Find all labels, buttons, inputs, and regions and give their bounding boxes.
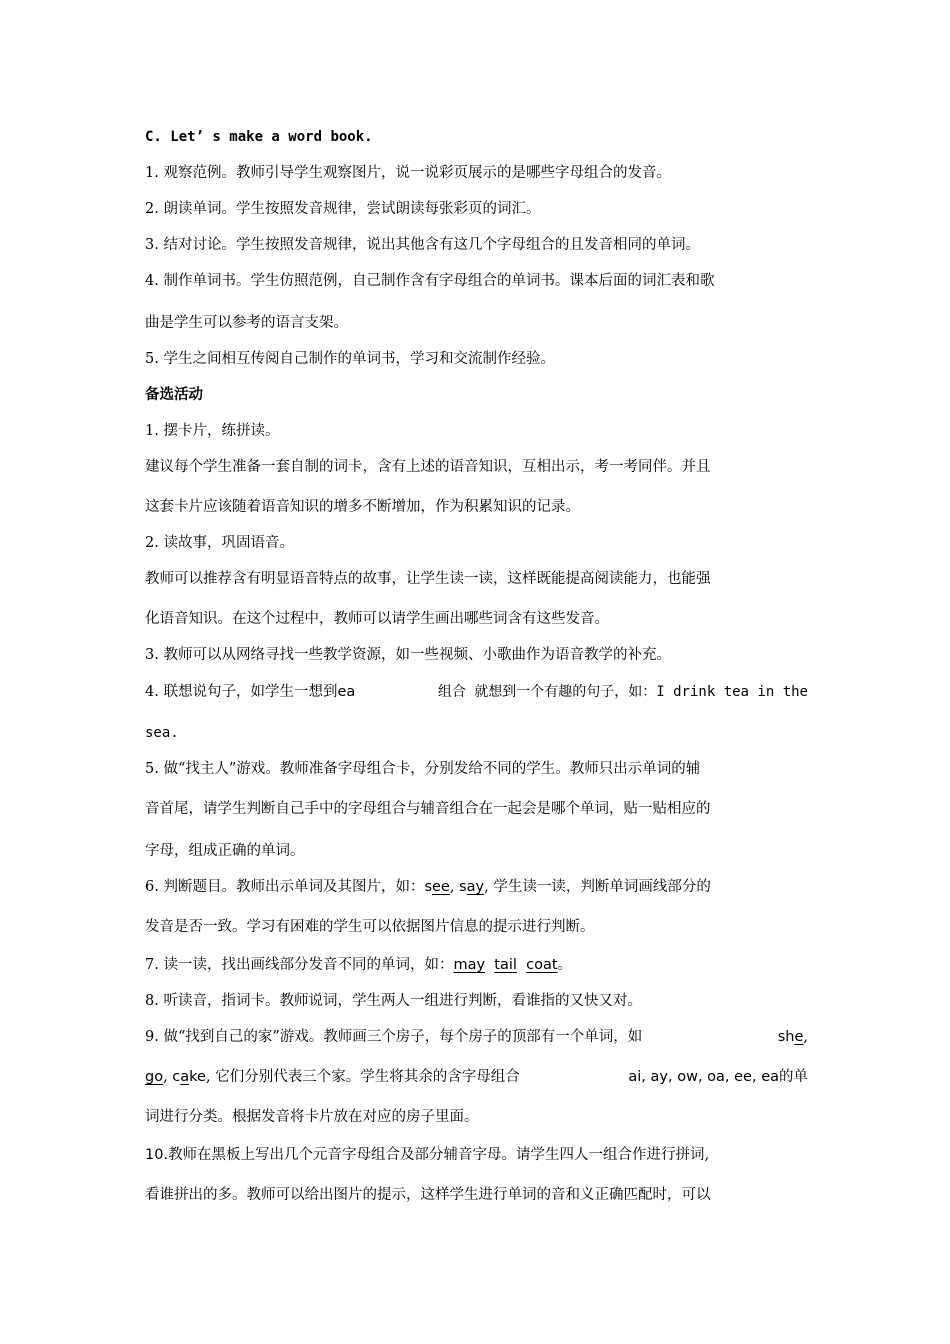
word-may: may [453,957,486,973]
alt-4-line-2: sea. [145,725,179,741]
alt-9-line-2: go, cake, 它们分别代表三个家。学生将其余的含字母组合 ai, ay, ow, oa, ee, ea的单 [145,1069,808,1085]
alt-4-line-1: 4. 联想说句子，如学生一想到ea 组合 就想到一个有趣的句子，如：I drink tea in the [145,684,808,700]
alt-2: 2. 读故事，巩固语音。 [145,535,294,551]
alt-8: 8. 听读音，指词卡。教师说词，学生两人一组进行判断，看谁指的又快又对。 [145,993,642,1009]
alt-5-line-1: 5. 做“找主人”游戏。教师准备字母组合卡，分别发给不同的学生。教师只出示单词的辅 [145,761,701,777]
word-see: see [424,879,450,895]
word-cake: cake [172,1069,206,1085]
section-c-heading: C. Let’ s make a word book. [145,129,373,145]
alt-3: 3. 教师可以从网络寻找一些教学资源，如一些视频、小歌曲作为语音教学的补充。 [145,647,671,663]
alt-6-line-2: 发音是否一致。学习有困难的学生可以依据图片信息的提示进行判断。 [145,919,595,935]
word-go: go [145,1069,164,1085]
alt-9-line-3: 词进行分类。根据发音将卡片放在对应的房子里面。 [145,1109,479,1125]
alt-1-desc-line-1: 建议每个学生准备一套自制的词卡，含有上述的语音知识，互相出示，考一考同伴。并且 [145,459,711,475]
alt-5-line-2: 音首尾，请学生判断自己手中的字母组合与辅音组合在一起会是哪个单词，贴一贴相应的 [145,801,711,817]
step-3: 3. 结对讨论。学生按照发音规律，说出其他含有这几个字母组合的且发音相同的单词。 [145,237,700,253]
step-4-line-1: 4. 制作单词书。学生仿照范例，自己制作含有字母组合的单词书。课本后面的词汇表和歌 [145,273,715,289]
step-1: 1. 观察范例。教师引导学生观察图片，说一说彩页展示的是哪些字母组合的发音。 [145,165,671,181]
alt-2-desc-line-2: 化语音知识。在这个过程中，教师可以请学生画出哪些词含有这些发音。 [145,611,609,627]
alt-activities-heading: 备选活动 [145,387,203,403]
step-2: 2. 朗读单词。学生按照发音规律，尝试朗读每张彩页的词汇。 [145,201,541,217]
alt-6-line-1: 6. 判断题目。教师出示单词及其图片，如：see, say, 学生读一读，判断单词画线部分的 [145,879,711,895]
word-say: say [459,879,485,895]
word-coat: coat [526,957,558,973]
alt-10-line-1: 10.教师在黑板上写出几个元音字母组合及部分辅音字母。请学生四人一组合作进行拼词, [145,1147,710,1163]
alt-1-desc-line-2: 这套卡片应该随着语音知识的增多不断增加，作为积累知识的记录。 [145,499,580,515]
alt-9-line-1: 9. 做“找到自己的家”游戏。教师画三个房子，每个房子的顶部有一个单词，如 she, [145,1029,808,1045]
alt-1: 1. 摆卡片，练拼读。 [145,423,280,439]
word-tail: tail [494,957,517,973]
alt-7: 7. 读一读，找出画线部分发音不同的单词，如：may tail coat。 [145,957,573,973]
alt-5-line-3: 字母，组成正确的单词。 [145,843,305,859]
alt-2-desc-line-1: 教师可以推荐含有明显语音特点的故事，让学生读一读，这样既能提高阅读能力，也能强 [145,571,711,587]
word-she: she [777,1029,804,1045]
alt-10-line-2: 看谁拼出的多。教师可以给出图片的提示，这样学生进行单词的音和义正确匹配时，可以 [145,1187,711,1203]
step-5: 5. 学生之间相互传阅自己制作的单词书，学习和交流制作经验。 [145,351,555,367]
step-4-line-2: 曲是学生可以参考的语言支架。 [145,315,348,331]
